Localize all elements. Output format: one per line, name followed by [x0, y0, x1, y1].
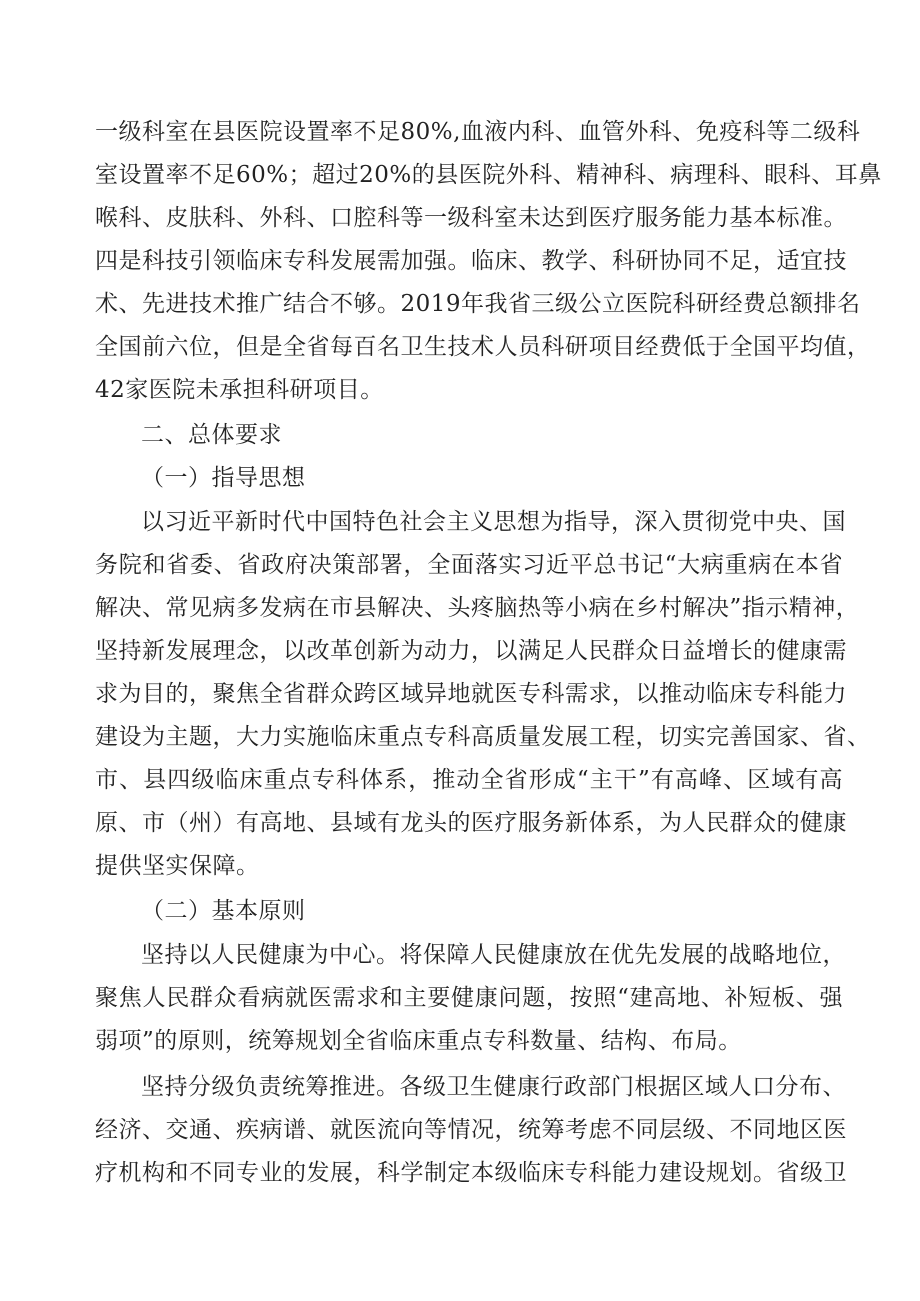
paragraph-line: 全国前六位，但是全省每百名卫生技术人员科研项目经费低于全国平均值， — [95, 334, 871, 360]
paragraph-line: 以习近平新时代中国特色社会主义思想为指导，深入贯彻党中央、国 — [141, 509, 846, 535]
paragraph-line: 提供坚实保障。 — [95, 853, 260, 879]
paragraph-line: 原、市（州）有高地、县域有龙头的医疗服务新体系，为人民群众的健康 — [95, 810, 847, 836]
paragraph-line: 坚持新发展理念，以改革创新为动力，以满足人民群众日益增长的健康需 — [95, 638, 847, 664]
paragraph-line: 聚焦人民群众看病就医需求和主要健康问题，按照“建高地、补短板、强 — [95, 985, 843, 1011]
paragraph-line: 喉科、皮肤科、外科、口腔科等一级科室未达到医疗服务能力基本标准。 — [95, 205, 847, 231]
paragraph-line: 坚持以人民健康为中心。将保障人民健康放在优先发展的战略地位， — [141, 942, 846, 968]
paragraph-line: 室设置率不足60%；超过20%的县医院外科、精神科、病理科、眼科、耳鼻 — [95, 162, 882, 188]
subsection-heading: （二）基本原则 — [141, 898, 306, 924]
paragraph-line: 市、县四级临床重点专科体系，推动全省形成“主干”有高峰、区域有高 — [95, 767, 843, 793]
section-heading: 二、总体要求 — [141, 422, 282, 448]
paragraph-line: 求为目的，聚焦全省群众跨区域异地就医专科需求，以推动临床专科能力 — [95, 681, 847, 707]
paragraph-line: 解决、常见病多发病在市县解决、头疼脑热等小病在乡村解决”指示精神， — [95, 595, 860, 621]
paragraph-line: 一级科室在县医院设置率不足80%,血液内科、血管外科、免疫科等二级科 — [95, 119, 861, 145]
paragraph-line: 疗机构和不同专业的发展，科学制定本级临床专科能力建设规划。省级卫 — [95, 1160, 847, 1186]
paragraph-line: 建设为主题，大力实施临床重点专科高质量发展工程，切实完善国家、省、 — [95, 724, 871, 750]
paragraph-line: 四是科技引领临床专科发展需加强。临床、教学、科研协同不足，适宜技 — [95, 248, 847, 274]
subsection-heading: （一）指导思想 — [141, 465, 306, 491]
paragraph-line: 坚持分级负责统筹推进。各级卫生健康行政部门根据区域人口分布、 — [141, 1074, 846, 1100]
paragraph-line: 42家医院未承担科研项目。 — [95, 377, 384, 403]
paragraph-line: 弱项”的原则，统筹规划全省临床重点专科数量、结构、布局。 — [95, 1028, 742, 1054]
paragraph-line: 务院和省委、省政府决策部署，全面落实习近平总书记“大病重病在本省 — [95, 552, 843, 578]
paragraph-line: 术、先进技术推广结合不够。2019年我省三级公立医院科研经费总额排名 — [95, 291, 861, 317]
paragraph-line: 经济、交通、疾病谱、就医流向等情况，统筹考虑不同层级、不同地区医 — [95, 1117, 847, 1143]
